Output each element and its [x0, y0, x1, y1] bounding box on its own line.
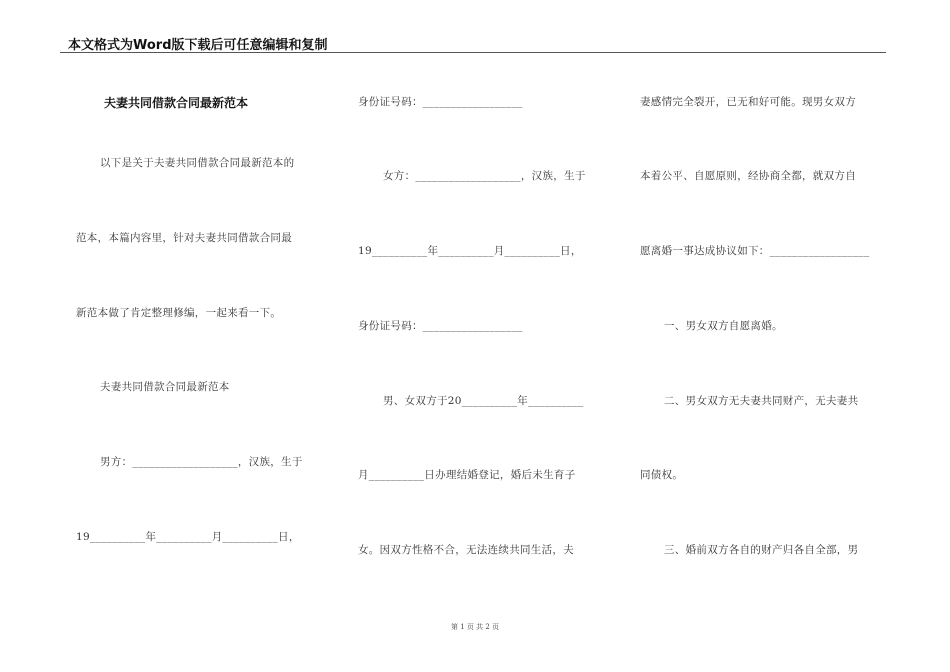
col3-line: 妻感情完全裂开，已无和好可能。现男女双方 [640, 96, 856, 108]
col2-line: 月__________日办理结婚登记，婚后未生育子 [358, 469, 576, 481]
col3-line: 愿离婚一事达成协议如下：__________________ [640, 245, 870, 257]
document-header: 本文格式为Word版下载后可任意编辑和复制 [68, 38, 328, 53]
col2-line: 身份证号码：__________________ [358, 320, 523, 332]
col1-line: 男方：___________________，汉族，生于 [100, 456, 303, 468]
col1-line: 夫妻共同借款合同最新范本 [100, 381, 230, 393]
col2-line: 女。因双方性格不合，无法连续共同生活，夫 [358, 544, 574, 556]
col3-line: 本着公平、自愿原则，经协商全都，就双方自 [640, 170, 856, 182]
col3-line: 二、男女双方无夫妻共同财产，无夫妻共 [664, 395, 859, 407]
header-divider [60, 52, 886, 53]
col3-line: 一、男女双方自愿离婚。 [664, 320, 783, 332]
col1-line: 新范本做了肯定整理修编，一起来看一下。 [76, 307, 282, 319]
page-number: 第 1 页 共 2 页 [450, 623, 500, 631]
col2-line: 身份证号码：__________________ [358, 96, 523, 108]
col1-line: 以下是关于夫妻共同借款合同最新范本的 [100, 157, 295, 169]
col3-line: 三、婚前双方各自的财产归各自全部，男 [664, 544, 859, 556]
col1-line: 19__________年__________月__________日， [76, 531, 300, 543]
col2-line: 19__________年__________月__________日， [358, 245, 582, 257]
col2-line: 女方：___________________，汉族，生于 [383, 170, 586, 182]
col1-line: 范本，本篇内容里，针对夫妻共同借款合同最 [76, 232, 292, 244]
col2-line: 男、女双方于20__________年__________ [383, 395, 584, 407]
document-title: 夫妻共同借款合同最新范本 [104, 96, 249, 110]
col3-line: 同债权。 [640, 469, 684, 481]
